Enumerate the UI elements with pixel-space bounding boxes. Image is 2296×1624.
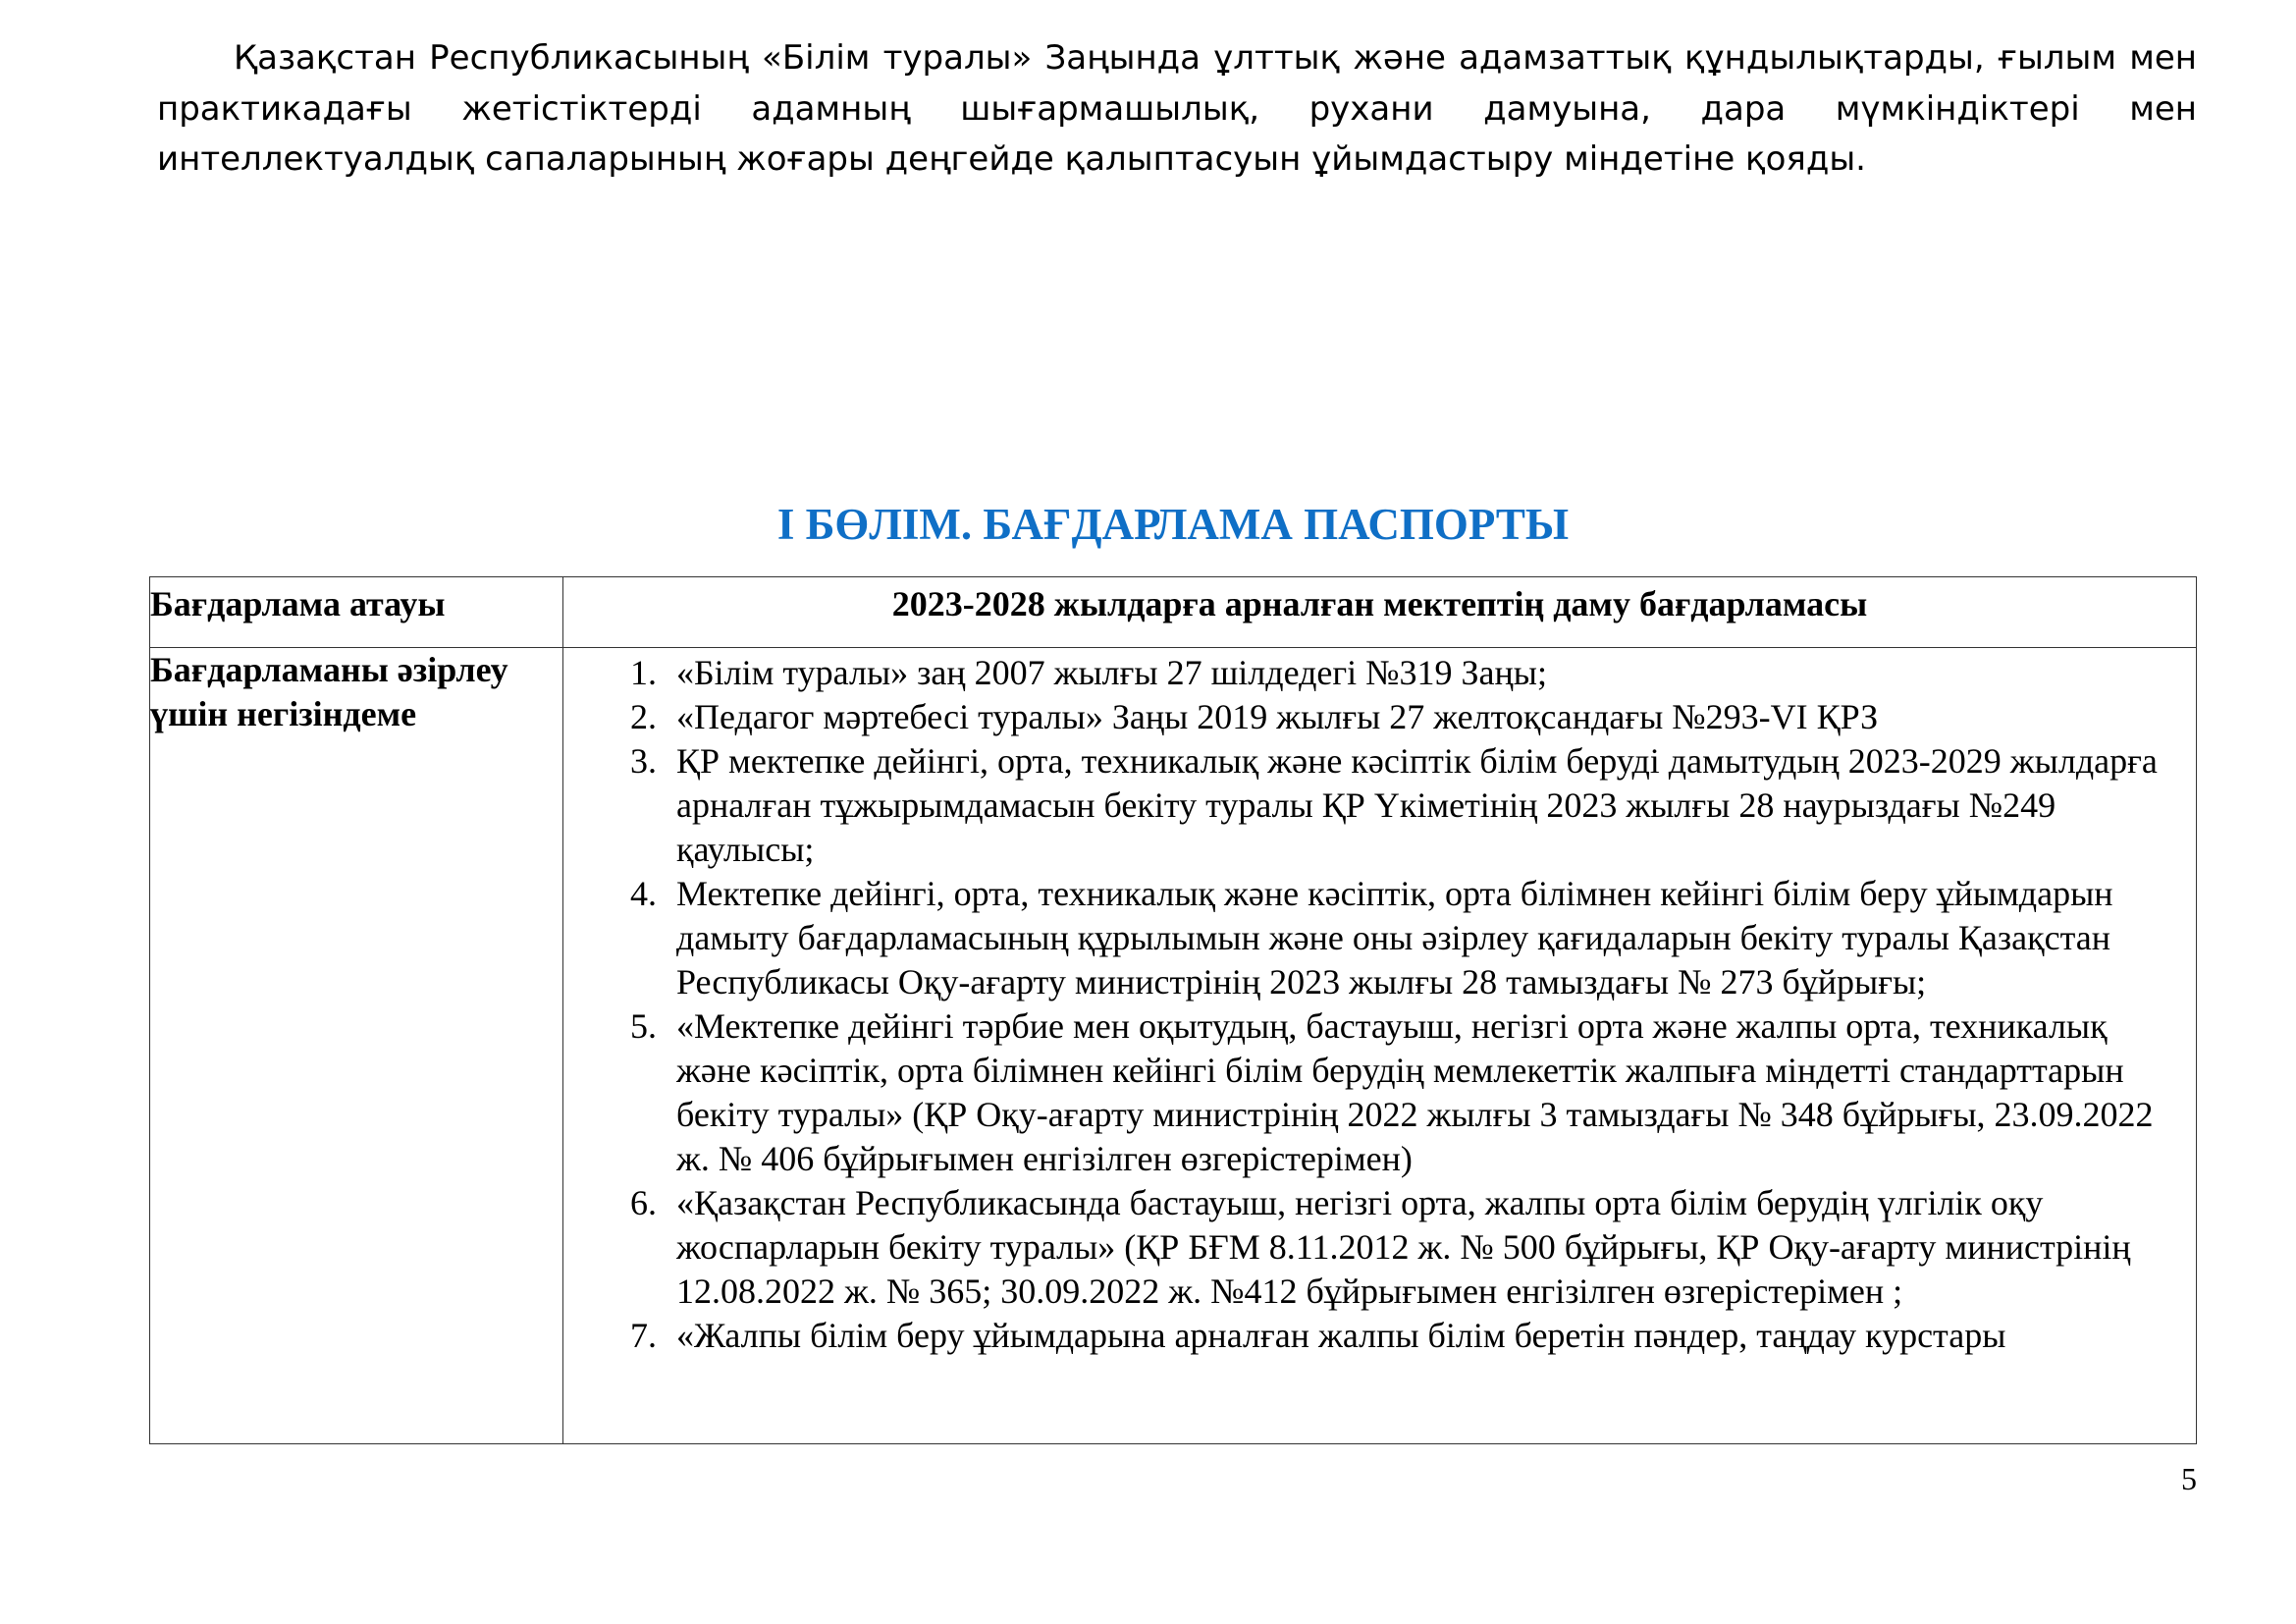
list-item-number: 1. [630, 653, 657, 692]
page-number: 5 [2181, 1461, 2197, 1496]
basis-content [563, 648, 2197, 1444]
list-item [563, 739, 2176, 872]
program-name-value: 2023-2028 жылдарға арналған мектептің даму бағдарламасы [563, 577, 2197, 648]
list-item-number: 4. [630, 874, 657, 913]
passport-header-row [150, 577, 2197, 648]
list-item-number: 6. [630, 1183, 657, 1222]
list-item [563, 695, 2176, 739]
list-item-text: «Мектепке дейінгі тәрбие мен оқытудың, бастауыш, негізгі орта және жалпы орта, техникалық және кәсіптік, орта білімнен кейінгі білім берудің мемлекеттік жалпыға міндетті стандарттарын бекіту туралы» (ҚР Оқу-ағарту министрінің 2022 жылғы 3 тамыздағы № 348 бұйрығы, 23.09.2022 ж. № 406 бұйрығымен енгізілген өзгерістерімен) [676, 1006, 2154, 1178]
list-item-text: «Қазақстан Республикасында бастауыш, негізгі орта, жалпы орта білім берудің үлгілік оқу жоспарларын бекіту туралы» (ҚР БҒМ 8.11.2012 ж. № 500 бұйрығы, ҚР Оқу-ағарту министрінің 12.08.2022 ж. № 365; 30.09.2022 ж. №412 бұйрығымен енгізілген өзгерістерімен ; [676, 1183, 2131, 1311]
list-item-text: Мектепке дейінгі, орта, техникалық және кәсіптік, орта білімнен кейінгі білім беру ұйымдарын дамыту бағдарламасының құрылымын және оны әзірлеу қағидаларын бекіту туралы Қазақстан Республикасы Оқу-ағарту министрінің 2023 жылғы 28 тамыздағы № 273 бұйрығы; [676, 874, 2113, 1001]
list-item [563, 872, 2176, 1004]
list-item-text: «Білім туралы» заң 2007 жылғы 27 шілдедегі №319 Заңы; [676, 653, 1547, 692]
list-item-number: 3. [630, 741, 657, 781]
list-item-number: 7. [630, 1316, 657, 1355]
list-item-number: 2. [630, 697, 657, 736]
program-name-label: Бағдарлама атауы [150, 577, 563, 648]
intro-paragraph: Қазақстан Республикасының «Білім туралы» Заңында ұлттық және адамзаттық құндылықтарды, ғылым мен практикадағы жетістіктерді адамның шығармашылық, рухани дамуына, дара мүмкіндіктері мен интеллектуалдық сапаларының жоғары деңгейде қалыптасуын ұйымдастыру міндетіне қояды. [157, 38, 2197, 179]
list-item [563, 1181, 2176, 1314]
list-item-text: «Педагог мәртебесі туралы» Заңы 2019 жылғы 27 желтоқсандағы №293-VI ҚРЗ [676, 697, 1879, 736]
legal-basis-list [563, 648, 2196, 1358]
list-item-text: ҚР мектепке дейінгі, орта, техникалық және кәсіптік білім беруді дамытудың 2023-2029 жылдарға арналған тұжырымдамасын бекіту туралы ҚР Үкіметінің 2023 жылғы 28 наурыздағы №249 қаулысы; [676, 741, 2158, 869]
list-item [563, 1004, 2176, 1181]
passport-basis-row [150, 648, 2197, 1444]
section-title: І БӨЛІМ. БАҒДАРЛАМА ПАСПОРТЫ [776, 500, 1570, 549]
list-item-number: 5. [630, 1006, 657, 1046]
list-item [563, 1314, 2176, 1358]
list-item-text: «Жалпы білім беру ұйымдарына арналған жалпы білім беретін пәндер, таңдау курстары [676, 1316, 2006, 1355]
program-passport-table [149, 576, 2197, 1444]
list-item [563, 651, 2176, 695]
basis-label: Бағдарламаны әзірлеу үшін негізіндеме [150, 648, 563, 1444]
